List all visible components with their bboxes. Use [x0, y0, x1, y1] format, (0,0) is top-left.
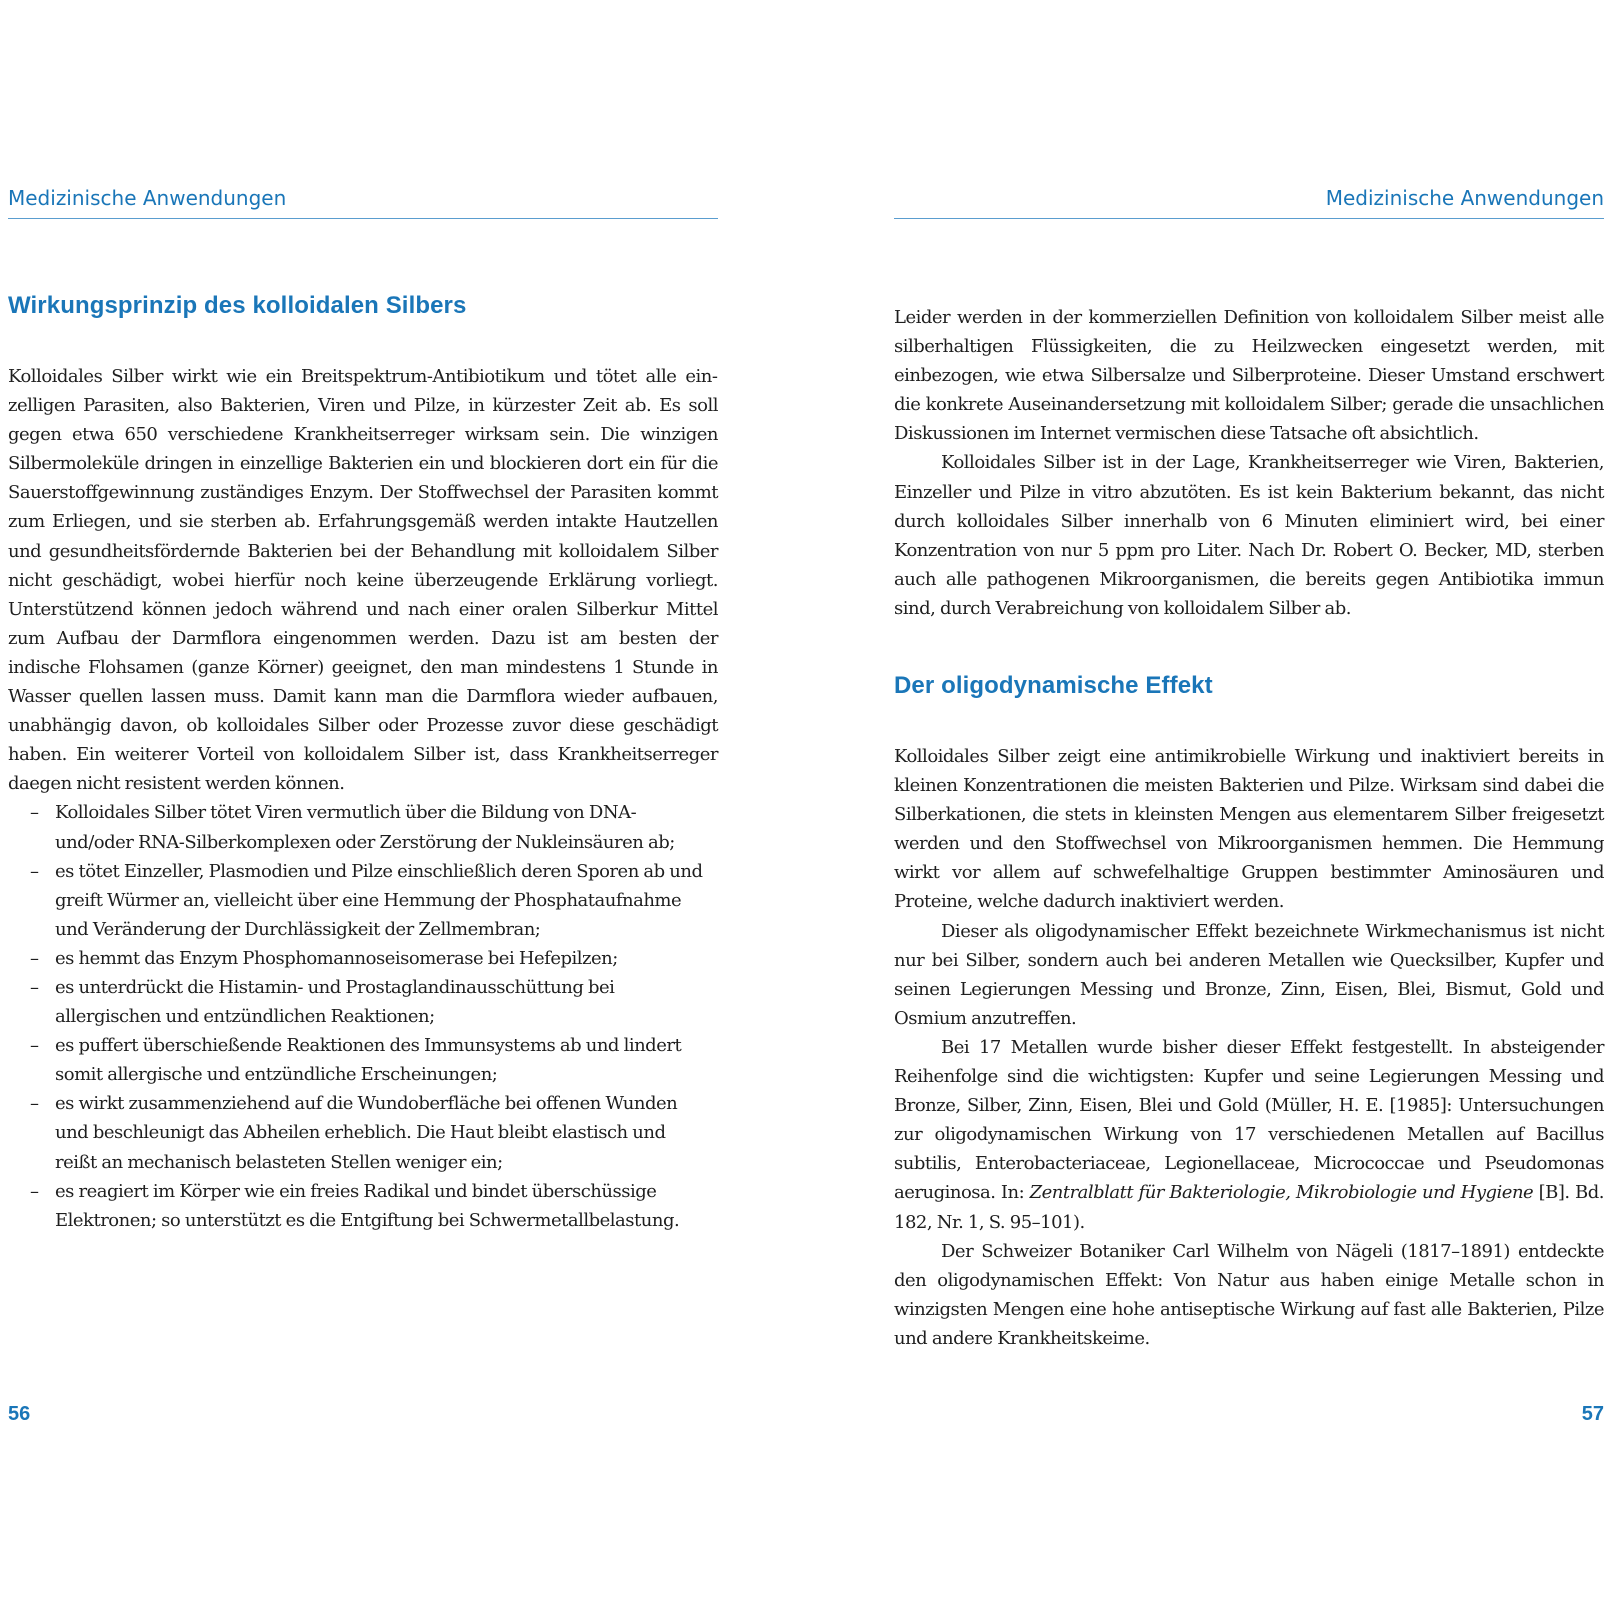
body-paragraph: Dieser als oligodynamischer Effekt bezeichnete Wirkmechanismus ist nicht nur bei Silber, sondern auch bei anderen Metallen wie Quecksilber, Kupfer und seinen Legierungen Messing und Bronze, Zinn, Eisen, Blei, Bismut, Gold und Osmium anzutreffen.	[894, 920, 1604, 1029]
list-dash: –	[30, 947, 39, 969]
body-paragraph: Kolloidales Silber ist in der Lage, Krankheitserreger wie Viren, Bakterien, Einzeller und Pilze in vitro abzutöten. Es ist kein Bakterium bekannt, das nicht durch kolloidales Silber innerhalb von 6 Minuten eliminiert wird, bei einer Konzentration von nur 5 ppm pro Liter. Nach Dr. Robert O. Becker, MD, sterben auch alle pathogenen Mikroorganismen, die bereits gegen Antibiotika immun sind, durch Verabreichung von kolloidalem Silber ab.	[894, 452, 1604, 619]
list-item	[8, 1089, 718, 1176]
list-item-text: es unterdrückt die Histamin- und Prostaglandinausschüttung bei allergischen und entzündlichen Reaktionen;	[55, 976, 615, 1028]
list-item	[8, 1177, 718, 1235]
list-item	[8, 944, 718, 973]
list-dash: –	[30, 1180, 39, 1202]
page-number: 57	[1581, 1403, 1604, 1425]
citation-paragraph	[894, 1033, 1604, 1237]
list-dash: –	[30, 1093, 39, 1115]
section-heading: Wirkungsprinzip des kolloidalen Silbers	[8, 292, 467, 319]
list-dash: –	[30, 860, 39, 882]
running-head: Medizinische Anwendungen	[8, 186, 718, 219]
list-dash: –	[30, 802, 39, 824]
list-item	[8, 857, 718, 944]
list-dash: –	[30, 976, 39, 998]
left-page	[8, 0, 718, 1610]
list-item	[8, 1031, 718, 1089]
list-item-text: es tötet Einzeller, Plasmodien und Pilze einschließlich deren Sporen ab und greift Würmer an, vielleicht über eine Hemmung der Phosphataufnahme und Veränderung der Durchlässigkeit der Zellmembran;	[55, 860, 703, 940]
page-number: 56	[8, 1403, 31, 1425]
list-item	[8, 973, 718, 1031]
citation-text: Bei 17 Metallen wurde bisher dieser Effekt festgestellt. In absteigender Reihenfolge sind die wichtigsten: Kupfer und seine Legierungen Messing und Bronze, Silber, Zinn, Eisen, Blei und Gold (Müller, H. E. [1985]: Untersuchungen zur oligodynamischen Wirkung von 17 verschiedenen Metallen auf Bacillus subtilis, Enterobacteriaceae, Legionellaceae, Micrococcae und Pseudomonas aeruginosa. In:	[894, 1036, 1604, 1204]
right-section-body	[894, 742, 1604, 1353]
section-heading: Der oligodynamische Effekt	[894, 672, 1213, 699]
body-paragraph: Leider werden in der kommerziellen Definition von kolloidalem Silber meist alle silberhaltigen Flüssigkeiten, die zu Heilzwecken eingesetzt werden, mit einbezogen, wie etwa Silbersalze und Silberproteine. Dieser Umstand erschwert die konkrete Auseinandersetzung mit kolloidalem Silber; gerade die unsachlichen Diskussionen im Internet vermischen diese Tatsache oft absichtlich.	[894, 307, 1604, 445]
right-page	[894, 0, 1604, 1610]
right-intro	[894, 303, 1604, 623]
body-paragraph: Der Schweizer Botaniker Carl Wilhelm von Nägeli (1817–1891) entdeckte den oligodynamischen Effekt: Von Natur aus haben einige Metalle schon in winzigsten Mengen eine hohe antiseptische Wirkung auf fast alle Bakterien, Pilze und andere Krankheitskeime.	[894, 1240, 1604, 1349]
citation-text: [B]. Bd. 182, Nr. 1, S. 95–101).	[894, 1182, 1604, 1233]
list-item-text: es hemmt das Enzym Phosphomannoseisomerase bei Hefepilzen;	[55, 947, 618, 969]
running-head: Medizinische Anwendungen	[894, 186, 1604, 219]
journal-title: Zentralblatt für Bakteriologie, Mikrobiologie und Hygiene	[1029, 1182, 1534, 1204]
list-item	[8, 798, 718, 856]
list-item-text: es wirkt zusammenziehend auf die Wundoberfläche bei offenen Wunden und beschleunigt das Abheilen erheblich. Die Haut bleibt elastisch und reißt an mechanisch belasteten Stellen weniger ein;	[55, 1093, 678, 1173]
list-dash: –	[30, 1035, 39, 1057]
list-item-text: Kolloidales Silber tötet Viren vermutlich über die Bildung von DNA- und/oder RNA-Silberkomplexen oder Zerstörung der Nukleinsäuren ab;	[55, 802, 675, 853]
list-item-text: es puffert überschießende Reaktionen des Immunsystems ab und lindert somit allergische und entzündliche Erscheinungen;	[55, 1035, 682, 1086]
effects-list	[8, 798, 718, 1234]
body-paragraph: Kolloidales Silber wirkt wie ein Breitspektrum-Antibiotikum und tötet alle einzelligen Parasiten, also Bakterien, Viren und Pilze, in kürzester Zeit ab. Es soll gegen etwa 650 verschiedene Krankheitserreger wirksam sein. Die winzigen Silbermoleküle dringen in einzellige Bakterien ein und blockieren dort ein für die Sauerstoffgewinnung zuständiges Enzym. Der Stoffwechsel der Parasiten kommt zum Erliegen, und sie sterben ab. Erfahrungsgemäß werden intakte Hautzellen und gesundheitsfördernde Bakterien bei der Behandlung mit kolloidalem Silber nicht geschädigt, wobei hierfür noch keine überzeugende Erklärung vorliegt. Unterstützend können jedoch während und nach einer oralen Silberkur Mittel zum Aufbau der Darmflora eingenommen werden. Dazu ist am besten der indische Flohsamen (ganze Körner) geeignet, den man mindestens 1 Stunde in Wasser quellen lassen muss. Damit kann man die Darmflora wieder aufbauen, unabhängig davon, ob kolloidales Silber oder Prozesse zuvor diese geschädigt haben. Ein weiterer Vorteil von kolloidalem Silber ist, dass Krankheitserreger daegen nicht resistent werden können.	[8, 366, 718, 795]
left-body	[8, 362, 718, 1235]
body-paragraph: Kolloidales Silber zeigt eine antimikrobielle Wirkung und inaktiviert bereits in kleinen Konzentrationen die meisten Bakterien und Pilze. Wirksam sind dabei die Silberkationen, die stets in kleinsten Mengen aus elementarem Silber freigesetzt werden und den Stoffwechsel von Mikroorganismen hemmen. Die Hemmung wirkt vor allem auf schwefelhaltige Gruppen bestimmter Aminosäuren und Proteine, welche dadurch inaktiviert werden.	[894, 746, 1604, 913]
list-item-text: es reagiert im Körper wie ein freies Radikal und bindet überschüssige Elektronen; so unterstützt es die Entgiftung bei Schwermetallbelastung.	[55, 1180, 680, 1231]
